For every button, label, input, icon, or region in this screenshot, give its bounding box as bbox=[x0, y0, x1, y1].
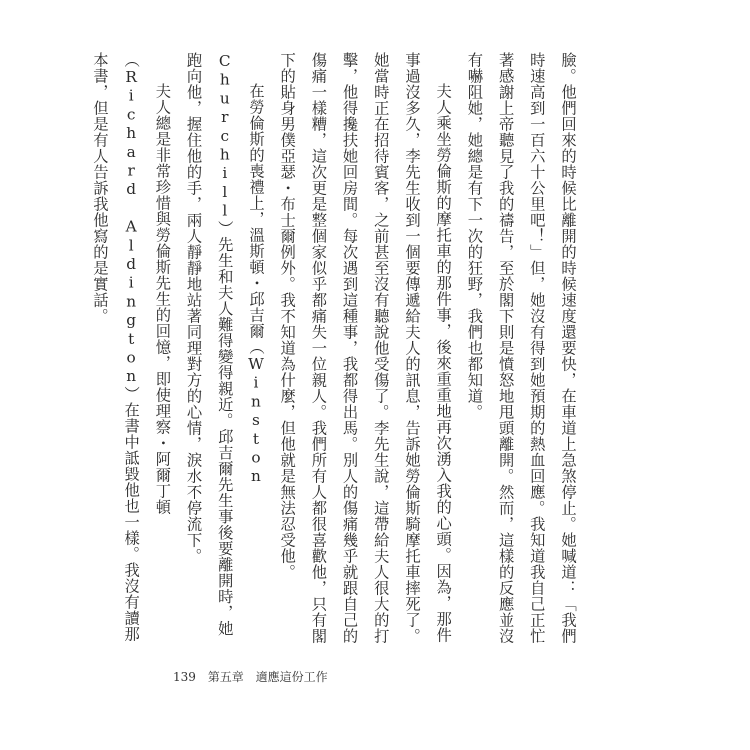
chapter-label: 第五章 bbox=[207, 670, 244, 684]
paragraph-1: 臉。他們回來的時候比離開的時候速度還要快，在車道上急煞停止。她喊道：「我們時速高到一百六十公里吧！」但，她沒有得到她預期的熱血回應。我知道我自己正忙著感謝上帝聽見了我的禱告，至於閣下則是憤怒地甩頭離開。然而，這樣的反應並沒有嚇阻她，她總是有下一次的狂野，我們也都知道。 bbox=[465, 52, 577, 644]
paragraph-4: 夫人總是非常珍惜與勞倫斯先生的回憶，即使理察・阿爾丁頓（Richard Aldington）在書中詆毀他也一樣。我沒有讀那本書，但是有人告訴我他寫的是實話。 bbox=[90, 52, 172, 642]
paragraph-2: 夫人乘坐勞倫斯的摩托車的那件事，後來重重地再次湧入我的心頭。因為，那件事過沒多久，李先生收到一個要傳遞給夫人的訊息，告訴她勞倫斯騎摩托車摔死了。她當時正在招待賓客，之前甚至沒有聽說他受傷了。李先生說，這帶給夫人很大的打擊，他得攙扶她回房間。每次遇到這種事，我都得出馬。別人的傷痛幾乎就跟自己的傷痛一樣糟，這次更是整個家似乎都痛失一位親人。我們所有人都很喜歡他，只有閣下的貼身男僕亞瑟・布士爾例外。我不知道為什麼，但他就是無法忍受他。 bbox=[278, 52, 453, 644]
chapter-title: 適應這份工作 bbox=[255, 670, 328, 684]
paragraph-3: 在勞倫斯的喪禮上，溫斯頓・邱吉爾（Winston Churchill）先生和夫人難得變得親近。邱吉爾先生事後要離開時，她跑向他，握住他的手，兩人靜靜地站著同理對方的心情，淚水不停流下。 bbox=[184, 52, 265, 637]
page-footer bbox=[173, 668, 328, 685]
page-number: 139 bbox=[173, 670, 196, 684]
vertical-text-body bbox=[90, 52, 583, 652]
